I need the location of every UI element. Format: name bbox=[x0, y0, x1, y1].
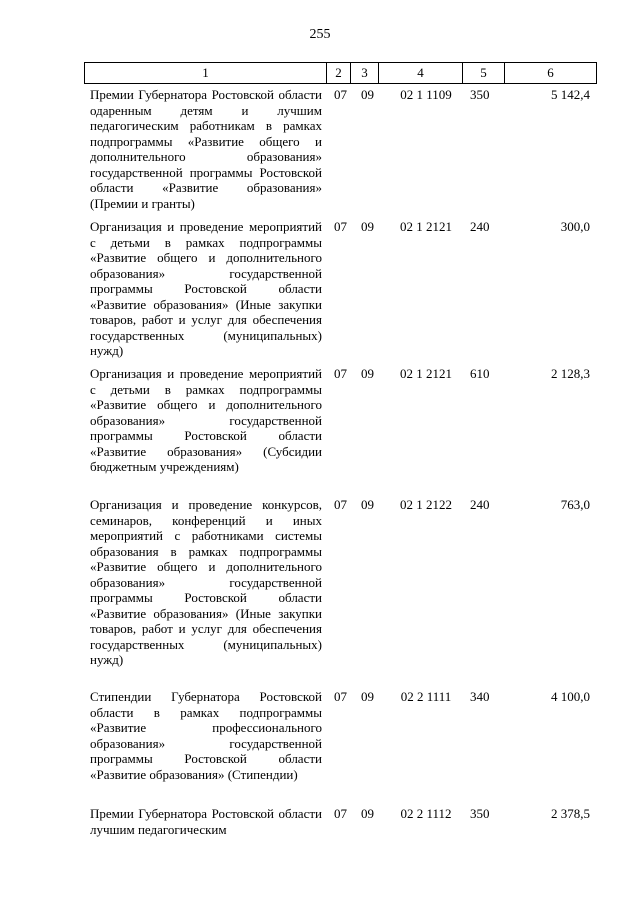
row-section: 07 bbox=[334, 689, 347, 704]
row-target-code: 02 2 1112 bbox=[400, 806, 452, 821]
row-target-code: 02 2 1111 bbox=[400, 689, 452, 704]
header-col-3: 3 bbox=[351, 63, 379, 84]
header-col-4: 4 bbox=[379, 63, 463, 84]
row-subsection: 09 bbox=[361, 219, 374, 234]
row-subsection: 09 bbox=[361, 366, 374, 381]
row-expense-type: 340 bbox=[470, 689, 490, 704]
row-amount: 300,0 bbox=[560, 219, 590, 234]
header-col-6: 6 bbox=[505, 63, 597, 84]
row-target-code: 02 1 2121 bbox=[400, 366, 452, 381]
row-subsection: 09 bbox=[361, 87, 374, 102]
row-target-code: 02 1 1109 bbox=[400, 87, 452, 102]
row-amount: 2 128,3 bbox=[551, 366, 590, 381]
row-description: Организация и проведение мероприятий с детьми в рамках подпрограммы «Развитие общего и дополнительного образования» государственной программы Ростовской области «Развитие образования» (Субсидии бюджетным учреждениям) bbox=[90, 366, 322, 474]
row-description: Организация и проведение мероприятий с детьми в рамках подпрограммы «Развитие общего и дополнительного образования» государственной программы Ростовской области «Развитие образования» (Иные закупки товаров, работ и услуг для обеспечения государственных (муниципальных) нужд) bbox=[90, 219, 322, 358]
row-expense-type: 350 bbox=[470, 87, 490, 102]
header-col-5: 5 bbox=[463, 63, 505, 84]
row-description: Премии Губернатора Ростовской области лучшим педагогическим bbox=[90, 806, 322, 837]
header-col-1: 1 bbox=[85, 63, 327, 84]
row-amount: 4 100,0 bbox=[551, 689, 590, 704]
row-section: 07 bbox=[334, 219, 347, 234]
page-number: 255 bbox=[309, 27, 331, 42]
row-subsection: 09 bbox=[361, 806, 374, 821]
row-subsection: 09 bbox=[361, 497, 374, 512]
row-description: Стипендии Губернатора Ростовской области в рамках подпрограммы «Развитие профессионального образования» государственной программы Ростовской области «Развитие образования» (Стипендии) bbox=[90, 689, 322, 782]
row-section: 07 bbox=[334, 806, 347, 821]
row-section: 07 bbox=[334, 366, 347, 381]
row-description: Организация и проведение конкурсов, семинаров, конференций и иных мероприятий с работниками системы образования в рамках подпрограммы «Развитие общего и дополнительного образования» государственной программы Ростовской области «Развитие образования» (Иные закупки товаров, работ и услуг для обеспечения государственных (муниципальных) нужд) bbox=[90, 497, 322, 667]
row-amount: 5 142,4 bbox=[551, 87, 590, 102]
row-target-code: 02 1 2122 bbox=[400, 497, 452, 512]
row-amount: 2 378,5 bbox=[551, 806, 590, 821]
column-header-row bbox=[84, 62, 597, 84]
row-expense-type: 350 bbox=[470, 806, 490, 821]
row-description: Премии Губернатора Ростовской области одаренным детям и лучшим педагогическим работникам в рамках подпрограммы «Развитие общего и дополнительного образования» государственной программы Ростовской области «Развитие образования» (Премии и гранты) bbox=[90, 87, 322, 211]
row-subsection: 09 bbox=[361, 689, 374, 704]
row-expense-type: 240 bbox=[470, 497, 490, 512]
row-expense-type: 240 bbox=[470, 219, 490, 234]
row-expense-type: 610 bbox=[470, 366, 490, 381]
row-section: 07 bbox=[334, 497, 347, 512]
header-col-2: 2 bbox=[327, 63, 351, 84]
row-section: 07 bbox=[334, 87, 347, 102]
row-target-code: 02 1 2121 bbox=[400, 219, 452, 234]
row-amount: 763,0 bbox=[560, 497, 590, 512]
